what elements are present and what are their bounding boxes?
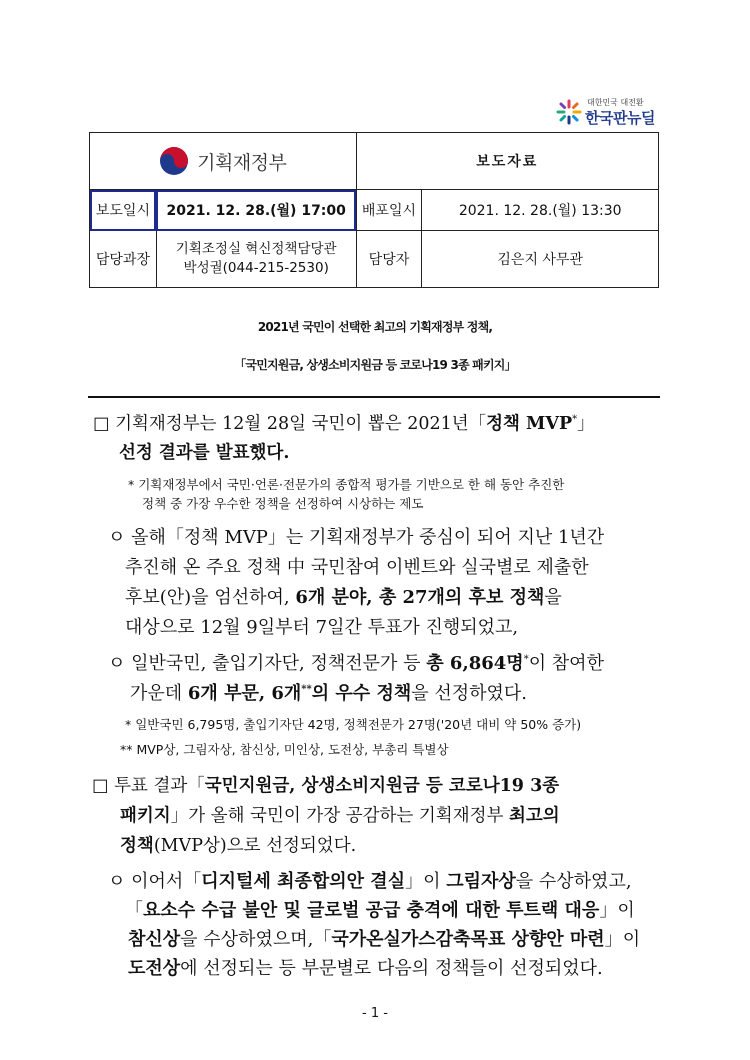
text: 「 [125, 900, 143, 921]
text-bold: 요소수 수급 불안 및 글로벌 공급 충격에 대한 투트랙 대응 [143, 900, 600, 921]
page-number: - 1 - [362, 1006, 388, 1021]
text-bold: 정책 MVP [486, 414, 573, 434]
text-bold: 그림자상 [446, 871, 516, 892]
press-release-header [89, 132, 659, 288]
korean-new-deal-logo [555, 94, 665, 130]
document-title: 보도자료 [356, 133, 658, 190]
text: ㅇ 일반국민, 출입기자단, 정책전문가 등 [108, 653, 427, 674]
dept-line-1: 기획조정실 혁신정책담당관 [175, 241, 337, 257]
text: 」이 [405, 871, 447, 892]
text: 을 수상하였고, [515, 871, 632, 892]
paragraph-5-line-3 [128, 925, 640, 951]
dept-line-2: 박성궐(044-215-2530) [183, 260, 329, 276]
text-bold: 정책 [120, 836, 154, 856]
taegeuk-emblem-icon [159, 146, 189, 176]
ministry-cell [90, 133, 357, 190]
headline-line-1: 2021년 국민이 선택한 최고의 기획재정부 정책, [257, 320, 493, 334]
paragraph-4-line-3 [120, 832, 356, 857]
text: 」이 [599, 900, 635, 921]
paragraph-4-line-1 [92, 772, 559, 797]
ministry-name: 기획재정부 [197, 151, 287, 174]
text: 」가 올해 국민이 가장 공감하는 기획재정부 [170, 806, 509, 826]
headline-divider [88, 396, 660, 398]
paragraph-2-line-3 [125, 583, 562, 609]
text: 을 수상하였으며,「 [180, 929, 332, 950]
text: □ 투표 결과「 [92, 776, 205, 796]
paragraph-5-line-2 [125, 896, 635, 922]
sparkle-logo-icon [555, 98, 583, 126]
note-1-line-1: * 기획재정부에서 국민·언론·전문가의 종합적 평가를 기반으로 한 해 동안 추진한 [128, 477, 565, 492]
paragraph-3-line-1 [108, 649, 604, 675]
text: 후보(안)을 엄선하여, [125, 587, 296, 608]
logo-tagline: 대한민국 대전환 [587, 98, 644, 107]
note-3: ** MVP상, 그림자상, 참신상, 미인상, 도전상, 부총리 특별상 [120, 742, 449, 757]
embargo-label: 보도일시 [90, 190, 157, 231]
text: □ 기획재정부는 12월 28일 국민이 뽑은 2021년「 [93, 414, 487, 434]
text-bold: 디지털세 최종합의안 결실 [201, 871, 406, 892]
text: (MVP상)으로 선정되었다. [153, 836, 357, 856]
paragraph-1-line-2 [119, 439, 289, 464]
text-bold: 6개 분야, 총 27개의 후보 정책 [295, 587, 545, 608]
text-bold: 총 6,864명 [426, 653, 524, 674]
text: 에 선정되는 등 부문별로 다음의 정책들이 선정되었다. [180, 958, 603, 979]
paragraph-3-line-2 [130, 679, 527, 705]
text: 가운데 [130, 683, 188, 704]
footnote-mark: ** [301, 684, 312, 695]
release-date: 2021. 12. 28.(월) 13:30 [422, 190, 659, 231]
text-bold: 참신상 [128, 929, 181, 950]
dept-label: 담당과장 [90, 231, 157, 288]
paragraph-1-line-1 [93, 410, 595, 435]
text: 」이 [604, 929, 641, 950]
text: 」 [577, 414, 595, 434]
paragraph-2-line-4: 대상으로 12월 9일부터 7일간 투표가 진행되었고, [125, 617, 519, 638]
paragraph-2-line-1: ㅇ 올해「정책 MVP」는 기획재정부가 중심이 되어 지난 1년간 [108, 527, 605, 548]
text-bold: 패키지 [120, 806, 171, 826]
footnote-mark: * [523, 654, 529, 665]
text-bold: 국가온실가스감축목표 상향안 마련 [331, 929, 605, 950]
dept-contact [156, 231, 356, 288]
text-bold: 최고의 [508, 806, 560, 826]
text-bold: 의 우수 정책 [311, 683, 412, 704]
paragraph-2-line-2: 추진해 온 주요 정책 中 국민참여 이벤트와 실국별로 제출한 [125, 557, 589, 578]
paragraph-5-line-1 [108, 867, 632, 893]
headline-line-2: 「국민지원금, 상생소비지원금 등 코로나19 3종 패키지」 [234, 358, 516, 372]
note-1-line-2: 정책 중 가장 우수한 정책을 선정하여 시상하는 제도 [142, 496, 424, 511]
officer-name: 김은지 사무관 [422, 231, 659, 288]
release-label: 배포일시 [356, 190, 422, 231]
note-2: * 일반국민 6,795명, 출입기자단 42명, 정책전문가 27명('20년 대비 약 50% 증가) [125, 717, 582, 732]
footnote-mark: * [572, 414, 578, 426]
paragraph-4-line-2 [120, 802, 560, 827]
text-bold: 국민지원금, 상생소비지원금 등 코로나19 3종 [204, 776, 560, 796]
text-bold: 선정 결과를 발표했다. [119, 443, 290, 463]
text-bold: 6개 부문, 6개 [187, 683, 302, 704]
officer-label: 담당자 [356, 231, 422, 288]
paragraph-5-line-4 [128, 954, 603, 980]
text: ㅇ 이어서「 [108, 871, 202, 892]
embargo-date: 2021. 12. 28.(월) 17:00 [156, 190, 356, 231]
logo-title: 한국판뉴딜 [585, 109, 655, 127]
text: 을 선정하였다. [411, 683, 528, 704]
text: 이 참여한 [528, 653, 604, 674]
text-bold: 도전상 [128, 958, 181, 979]
text: 을 [544, 587, 562, 608]
